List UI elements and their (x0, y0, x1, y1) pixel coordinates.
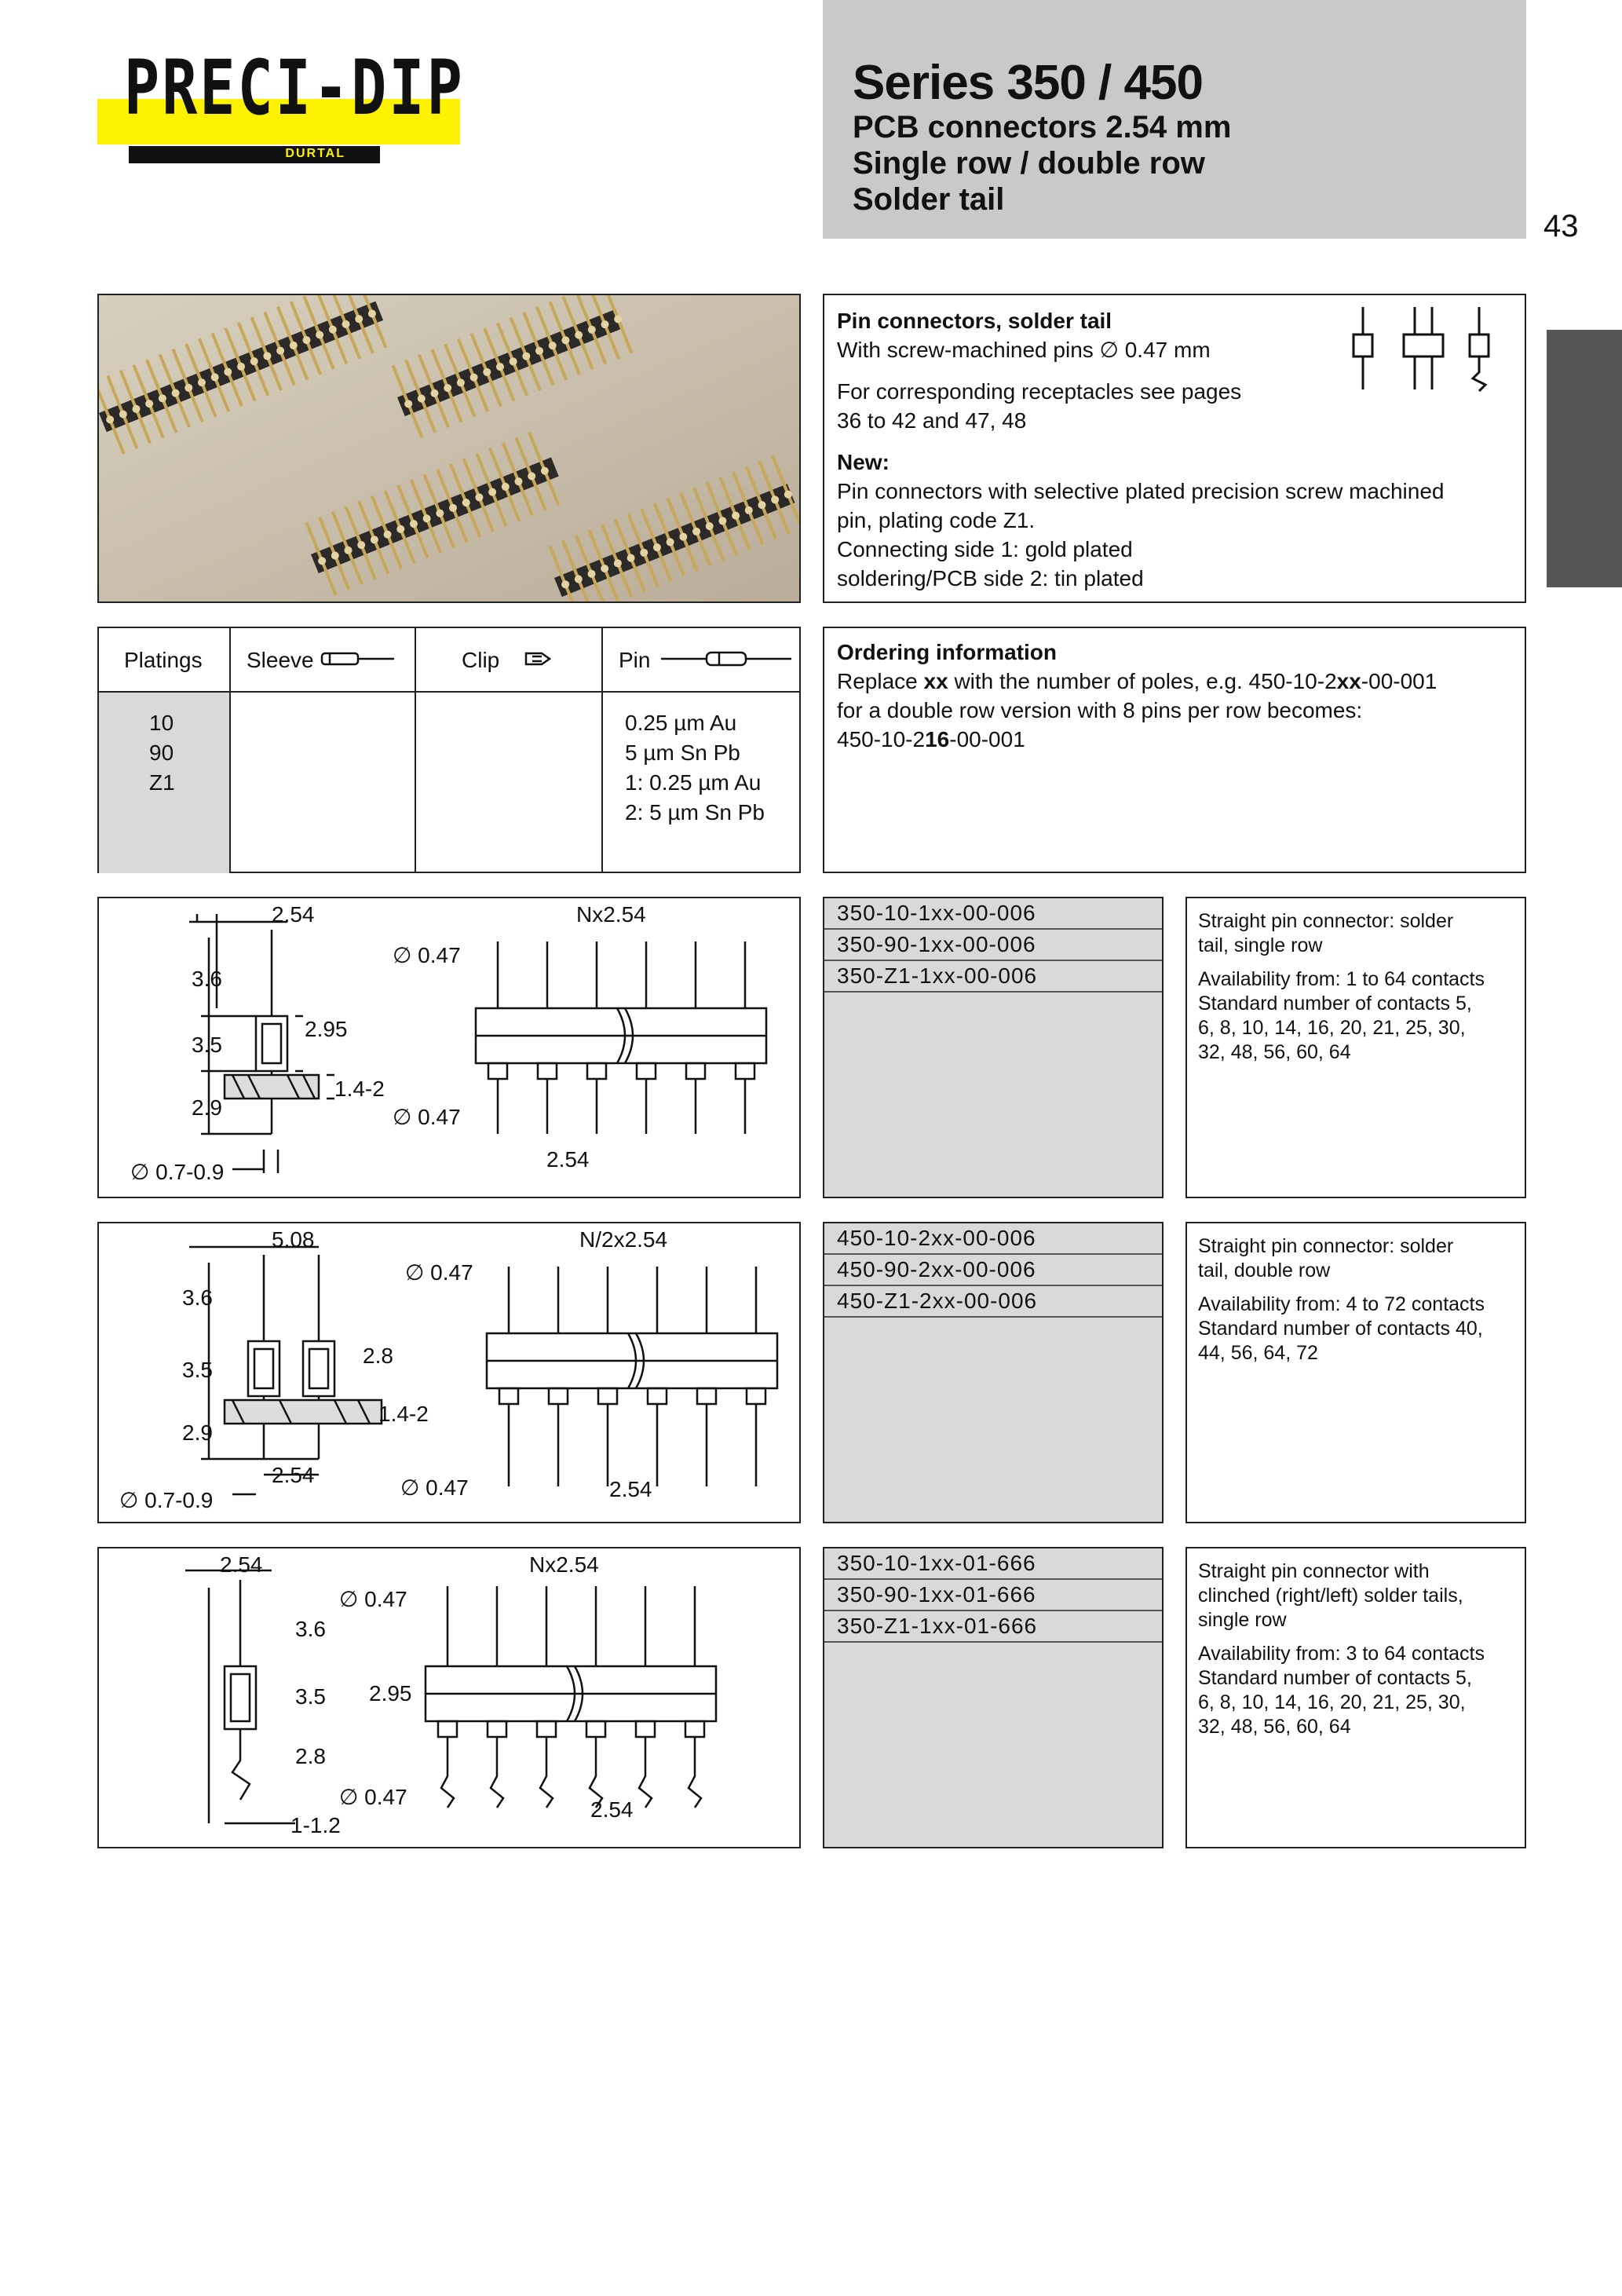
ordering-line-2: for a double row version with 8 pins per row becomes: (837, 698, 1363, 722)
dim-f: ∅ 0.7-0.9 (119, 1488, 214, 1512)
pin-clinched-tail (491, 1737, 503, 1808)
pin-collar (549, 1388, 568, 1404)
desc-line: Straight pin connector: solder (1198, 910, 1454, 932)
ordering-text: 450-10-2 (837, 727, 926, 751)
dim-a: 3.6 (182, 1285, 213, 1310)
plating-code-2: Z1 (149, 770, 175, 795)
part-number: 350-90-1xx-01-666 (824, 1580, 1162, 1611)
pin-plating-3: 2: 5 µm Sn Pb (625, 800, 765, 824)
availability: Availability from: 1 to 64 contacts (1198, 968, 1485, 990)
col-divider (415, 628, 416, 872)
intro-line-3: 36 to 42 and 47, 48 (837, 408, 1027, 433)
dim-e: 1.4-2 (378, 1402, 429, 1426)
pin-icon (659, 647, 793, 671)
intro-line-1: With screw-machined pins ∅ 0.47 mm (837, 338, 1211, 362)
ordering-bold: xx (1336, 669, 1361, 693)
header-sleeve: Sleeve (247, 648, 314, 672)
pin-collar (736, 1063, 754, 1079)
part-number: 350-10-1xx-00-006 (824, 898, 1162, 930)
new-line-4: soldering/PCB side 2: tin plated (837, 566, 1144, 590)
logo-sub-text: DURTAL (285, 147, 345, 160)
col-divider (229, 628, 231, 872)
dim-d1: ∅ 0.47 (339, 1587, 407, 1611)
clip-icon (523, 647, 554, 671)
technical-drawing-clinched (99, 1548, 799, 1847)
description-350-006 (1185, 897, 1526, 1198)
part-number: 350-Z1-1xx-00-006 (824, 961, 1162, 993)
part-number: 450-10-2xx-00-006 (824, 1223, 1162, 1255)
part-numbers-350-666 (823, 1547, 1164, 1848)
col-divider (601, 628, 603, 872)
dim-d2: ∅ 0.47 (339, 1785, 407, 1809)
dim-d1: ∅ 0.47 (405, 1260, 473, 1285)
dim-d1: ∅ 0.47 (393, 943, 461, 967)
pin-collar (637, 1063, 656, 1079)
std-contacts: 32, 48, 56, 60, 64 (1198, 1716, 1351, 1738)
ordering-bold: 16 (925, 727, 950, 751)
part-number: 350-Z1-1xx-01-666 (824, 1611, 1162, 1643)
brand-logo: PRECI-DIP (124, 44, 465, 132)
part-number: 350-90-1xx-00-006 (824, 930, 1162, 961)
pin-plating-2: 1: 0.25 µm Au (625, 770, 762, 795)
header-platings: Platings (124, 648, 203, 672)
dim-c: 2.9 (182, 1420, 213, 1445)
ordering-text: -00-001 (1361, 669, 1438, 693)
pin-collar (499, 1388, 518, 1404)
std-contacts: 32, 48, 56, 60, 64 (1198, 1041, 1351, 1063)
pin-collar (598, 1388, 617, 1404)
new-line-1: Pin connectors with selective plated precision screw machined (837, 479, 1445, 503)
pin-clinched-tail (639, 1737, 652, 1808)
dim-a: 3.6 (192, 967, 222, 991)
dim-d2: ∅ 0.47 (393, 1105, 461, 1129)
dim-pitch: 2.54 (220, 1552, 263, 1577)
pin-collar (686, 1063, 705, 1079)
ordering-panel (823, 627, 1526, 873)
pin-clinched-tail (441, 1737, 454, 1808)
row-divider (99, 691, 799, 693)
logo-subbar (129, 146, 380, 163)
section-tab (1547, 330, 1622, 587)
pin-collar (537, 1721, 556, 1737)
desc-line: tail, single row (1198, 934, 1323, 956)
dim-pitch: 2.54 (272, 902, 315, 927)
connector-photo-illustration (99, 295, 799, 601)
drawing-350-006 (97, 897, 801, 1198)
ordering-text: -00-001 (949, 727, 1025, 751)
std-contacts: Standard number of contacts 5, (1198, 1667, 1472, 1689)
ordering-text: Replace (837, 669, 924, 693)
part-number: 350-10-1xx-01-666 (824, 1548, 1162, 1580)
pin-plating-0: 0.25 µm Au (625, 711, 737, 735)
dim-f: ∅ 0.7-0.9 (130, 1160, 225, 1184)
desc-line: clinched (right/left) solder tails, (1198, 1585, 1463, 1607)
ordering-heading: Ordering information (837, 640, 1057, 664)
dim-b: 3.5 (192, 1033, 222, 1057)
dim-d: 2.95 (369, 1681, 412, 1706)
product-photo (97, 294, 801, 603)
ordering-bold: xx (923, 669, 948, 693)
pin-collar (685, 1721, 704, 1737)
dim-h: 2.54 (609, 1477, 652, 1501)
std-contacts: Standard number of contacts 40, (1198, 1318, 1483, 1340)
pin-collar (586, 1721, 605, 1737)
page-number: 43 (1543, 209, 1579, 243)
pin-types-icon (1346, 303, 1518, 405)
dim-d: 2.8 (363, 1344, 393, 1368)
pin-collar (488, 1063, 507, 1079)
desc-line: single row (1198, 1609, 1287, 1631)
availability: Availability from: 3 to 64 contacts (1198, 1643, 1485, 1665)
new-line-3: Connecting side 1: gold plated (837, 537, 1133, 561)
dim-d: 2.95 (305, 1017, 348, 1041)
subtitle-line-1: PCB connectors 2.54 mm (853, 110, 1232, 144)
pin-collar (488, 1721, 506, 1737)
desc-line: Straight pin connector with (1198, 1560, 1430, 1582)
pin-clinched-tail (540, 1737, 553, 1808)
part-numbers-450-006 (823, 1222, 1164, 1523)
desc-line: Straight pin connector: solder (1198, 1235, 1454, 1257)
intro-heading: Pin connectors, solder tail (837, 309, 1112, 333)
dim-c: 2.8 (295, 1744, 326, 1768)
dim-e: 1-1.2 (290, 1813, 341, 1837)
dim-g: 2.54 (272, 1463, 315, 1487)
pin-collar (538, 1063, 557, 1079)
intro-line-2: For corresponding receptacles see pages (837, 379, 1242, 404)
std-contacts: 6, 8, 10, 14, 16, 20, 21, 25, 30, (1198, 1691, 1466, 1713)
technical-drawing-single-row (99, 898, 799, 1197)
new-line-2: pin, plating code Z1. (837, 508, 1036, 532)
std-contacts: 6, 8, 10, 14, 16, 20, 21, 25, 30, (1198, 1017, 1466, 1039)
pin-collar (636, 1721, 655, 1737)
pin-plating-1: 5 µm Sn Pb (625, 740, 740, 765)
subtitle-line-3: Solder tail (853, 182, 1005, 217)
plating-code-1: 90 (149, 740, 174, 765)
dim-b: 3.5 (182, 1358, 213, 1382)
description-350-666 (1185, 1547, 1526, 1848)
dim-n-pitch: Nx2.54 (529, 1552, 599, 1577)
part-numbers-350-006 (823, 897, 1164, 1198)
dim-g: 2.54 (546, 1147, 590, 1172)
pin-collar (697, 1388, 716, 1404)
dim-d2: ∅ 0.47 (400, 1475, 469, 1500)
drawing-450-006 (97, 1222, 801, 1523)
technical-drawing-double-row (99, 1223, 799, 1522)
description-450-006 (1185, 1222, 1526, 1523)
availability: Availability from: 4 to 72 contacts (1198, 1293, 1485, 1315)
std-contacts: 44, 56, 64, 72 (1198, 1342, 1318, 1364)
desc-line: tail, double row (1198, 1260, 1331, 1281)
ordering-text: with the number of poles, e.g. 450-10-2 (948, 669, 1337, 693)
pin-collar (587, 1063, 606, 1079)
new-heading: New: (837, 450, 890, 474)
pin-collar (747, 1388, 765, 1404)
pin-clinched-tail (689, 1737, 701, 1808)
dim-n-pitch: Nx2.54 (576, 902, 646, 927)
dim-a: 3.6 (295, 1617, 326, 1641)
subtitle-line-2: Single row / double row (853, 146, 1205, 181)
dim-e: 1.4-2 (334, 1077, 385, 1101)
page-title: Series 350 / 450 (853, 56, 1203, 110)
part-number: 450-90-2xx-00-006 (824, 1255, 1162, 1286)
part-number: 450-Z1-2xx-00-006 (824, 1286, 1162, 1318)
ordering-line-3 (837, 725, 1512, 754)
intro-panel (823, 294, 1526, 603)
dim-b: 3.5 (295, 1684, 326, 1709)
drawing-350-666 (97, 1547, 801, 1848)
ordering-line-1 (837, 667, 1512, 696)
header-clip: Clip (462, 648, 500, 672)
plating-code-0: 10 (149, 711, 174, 735)
dim-c: 2.9 (192, 1095, 222, 1120)
dim-pitch: 5.08 (272, 1227, 315, 1252)
header-pin: Pin (619, 648, 651, 672)
dim-g: 2.54 (590, 1797, 634, 1822)
platings-table (97, 627, 801, 873)
dim-n-pitch: N/2x2.54 (579, 1227, 668, 1252)
pin-collar (438, 1721, 457, 1737)
std-contacts: Standard number of contacts 5, (1198, 993, 1472, 1015)
sleeve-icon (319, 647, 397, 671)
pin-collar (648, 1388, 667, 1404)
